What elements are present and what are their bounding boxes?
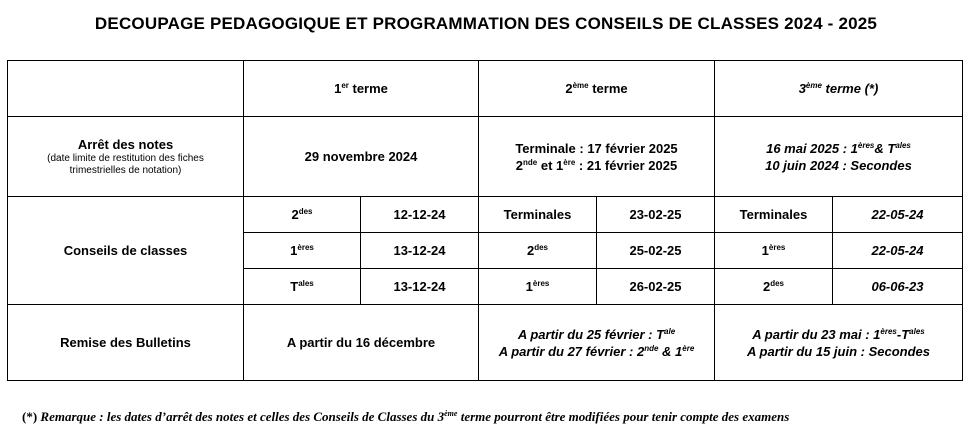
conseil-t1-class: 1ères bbox=[244, 233, 361, 269]
conseil-t2-class: 1ères bbox=[479, 269, 597, 305]
arret-label-cell bbox=[8, 117, 244, 197]
conseil-t2-date: 25-02-25 bbox=[597, 233, 715, 269]
conseil-t3-class: Terminales bbox=[715, 197, 833, 233]
arret-term-3-line-2: 10 juin 2024 : Secondes bbox=[765, 157, 912, 173]
arret-sublabel-1: (date limite de restitution des fiches bbox=[47, 153, 204, 164]
remise-term-3 bbox=[715, 305, 963, 381]
remark-note: (*) Remarque : les dates d’arrêt des notes et celles des Conseils de Classes du 3ème terme pourront être modifiées pour tenir compte des examens bbox=[22, 409, 790, 424]
arret-term-1: 29 novembre 2024 bbox=[244, 117, 479, 197]
conseil-t3-date: 22-05-24 bbox=[833, 197, 963, 233]
arret-term-2-line-1: Terminale : 17 février 2025 bbox=[515, 140, 678, 156]
header-term-1: 1er terme bbox=[244, 61, 479, 117]
conseils-label: Conseils de classes bbox=[8, 197, 244, 305]
arret-term-2-line-2: 2nde et 1ère : 21 février 2025 bbox=[515, 157, 678, 173]
arret-sublabel-2: trimestrielles de notation) bbox=[69, 165, 182, 176]
remise-term-2-line-2: A partir du 27 février : 2nde & 1ère bbox=[498, 343, 695, 359]
conseil-t3-date: 22-05-24 bbox=[833, 233, 963, 269]
arret-row bbox=[8, 117, 963, 197]
corner-cell bbox=[8, 61, 244, 117]
remise-term-2-line-1: A partir du 25 février : $T^{ale}$ bbox=[517, 326, 676, 342]
conseil-t2-class: $2^{des}$ bbox=[479, 233, 597, 269]
conseil-t2-date: 23-02-25 bbox=[597, 197, 715, 233]
conseil-t2-date: 26-02-25 bbox=[597, 269, 715, 305]
conseil-t1-class: $T^{ales}$ bbox=[244, 269, 361, 305]
conseil-t1-class: $2^{des}$ bbox=[244, 197, 361, 233]
header-term-2: 2ème terme bbox=[479, 61, 715, 117]
remise-row bbox=[8, 305, 963, 381]
conseil-t1-date: 13-12-24 bbox=[361, 269, 479, 305]
remise-term-3-line-1: A partir du 23 mai : $1ères-T^{ales}$ bbox=[752, 326, 925, 342]
remise-term-1: A partir du 16 décembre bbox=[244, 305, 479, 381]
conseil-t1-date: 13-12-24 bbox=[361, 233, 479, 269]
conseil-t3-date: 06-06-23 bbox=[833, 269, 963, 305]
header-term-3: 3ème terme (*) bbox=[715, 61, 963, 117]
remise-term-2 bbox=[479, 305, 715, 381]
remise-term-3-line-2: A partir du 15 juin : Secondes bbox=[747, 343, 930, 359]
page-title: DECOUPAGE PEDAGOGIQUE ET PROGRAMMATION DES CONSEILS DE CLASSES 2024 - 2025 bbox=[94, 14, 878, 33]
conseil-row-1 bbox=[8, 197, 963, 233]
arret-term-3 bbox=[715, 117, 963, 197]
conseil-t2-class: Terminales bbox=[479, 197, 597, 233]
conseil-t3-class: $2^{des}$ bbox=[715, 269, 833, 305]
conseil-t3-class: 1ères bbox=[715, 233, 833, 269]
arret-term-2 bbox=[479, 117, 715, 197]
header-row bbox=[8, 61, 963, 117]
conseil-t1-date: 12-12-24 bbox=[361, 197, 479, 233]
arret-term-3-line-1: 16 mai 2025 : 1ères& $T^{ales}$ bbox=[766, 140, 911, 156]
arret-label: Arrêt des notes bbox=[77, 137, 174, 152]
remise-label: Remise des Bulletins bbox=[8, 305, 244, 381]
schedule-table bbox=[7, 60, 963, 381]
